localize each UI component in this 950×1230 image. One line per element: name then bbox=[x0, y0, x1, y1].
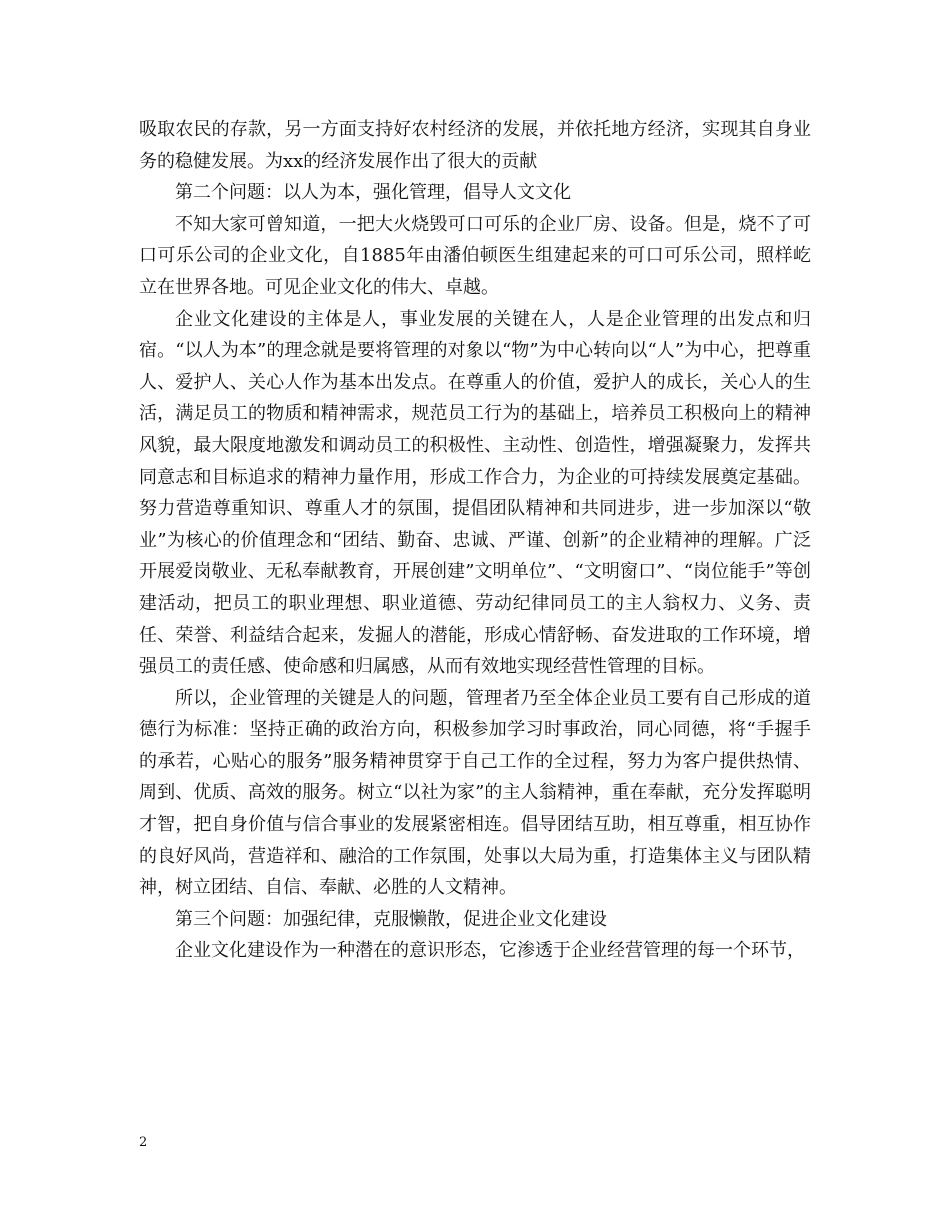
body-text bbox=[139, 114, 811, 967]
paragraph: 不知大家可曾知道，一把大火烧毁可口可乐的企业厂房、设备。但是，烧不了可口可乐公司的企业文化，自1885年由潘伯顿医生组建起来的可口可乐公司，照样屹立在世界各地。可见企业文化的伟大、卓越。 bbox=[139, 213, 811, 298]
section-heading: 第二个问题：以人为本，强化管理，倡导人文文化 bbox=[175, 182, 571, 204]
paragraph: 所以，企业管理的关键是人的问题，管理者乃至全体企业员工要有自己形成的道德行为标准：坚持正确的政治方向，积极参加学习时事政治，同心同德，将“手握手的承若，心贴心的服务”服务精神贯穿于自己工作的全过程，努力为客户提供热情、周到、优质、高效的服务。树立“以社为家”的主人翁精神，重在奉献，充分发挥聪明才智，把自身价值与信合事业的发展紧密相连。倡导团结互助，相互尊重，相互协作的良好风尚，营造祥和、融洽的工作氛围，处事以大局为重，打造集体主义与团队精神，树立团结、自信、奉献、必胜的人文精神。 bbox=[139, 687, 811, 899]
paragraph: 吸取农民的存款，另一方面支持好农村经济的发展，并依托地方经济，实现其自身业务的稳健发展。为xx的经济发展作出了很大的贡献 bbox=[139, 119, 811, 172]
paragraph: 企业文化建设的主体是人，事业发展的关键在人，人是企业管理的出发点和归宿。“以人为本”的理念就是要将管理的对象以“物”为中心转向以“人”为中心，把尊重人、爱护人、关心人作为基本出发点。在尊重人的价值，爱护人的成长，关心人的生活，满足员工的物质和精神需求，规范员工行为的基础上，培养员工积极向上的精神风貌，最大限度地激发和调动员工的积极性、主动性、创造性，增强凝聚力，发挥共同意志和目标追求的精神力量作用，形成工作合力，为企业的可持续发展奠定基础。努力营造尊重知识、尊重人才的氛围，提倡团队精神和共同进步，进一步加深以“敬业”为核心的价值理念和“团结、勤奋、忠诚、严谨、创新”的企业精神的理解。广泛开展爱岗敬业、无私奉献教育，开展创建”文明单位”、“文明窗口”、“岗位能手”等创建活动，把员工的职业理想、职业道德、劳动纪律同员工的主人翁权力、义务、责任、荣誉、利益结合起来，发掘人的潜能，形成心情舒畅、奋发进取的工作环境，增强员工的责任感、使命感和归属感，从而有效地实现经营性管理的目标。 bbox=[139, 308, 811, 678]
paragraph: 企业文化建设作为一种潜在的意识形态，它渗透于企业经营管理的每一个环节， bbox=[175, 940, 805, 962]
page-number: 2 bbox=[139, 1135, 148, 1150]
section-heading: 第三个问题：加强纪律，克服懒散，促进企业文化建设 bbox=[175, 908, 607, 930]
